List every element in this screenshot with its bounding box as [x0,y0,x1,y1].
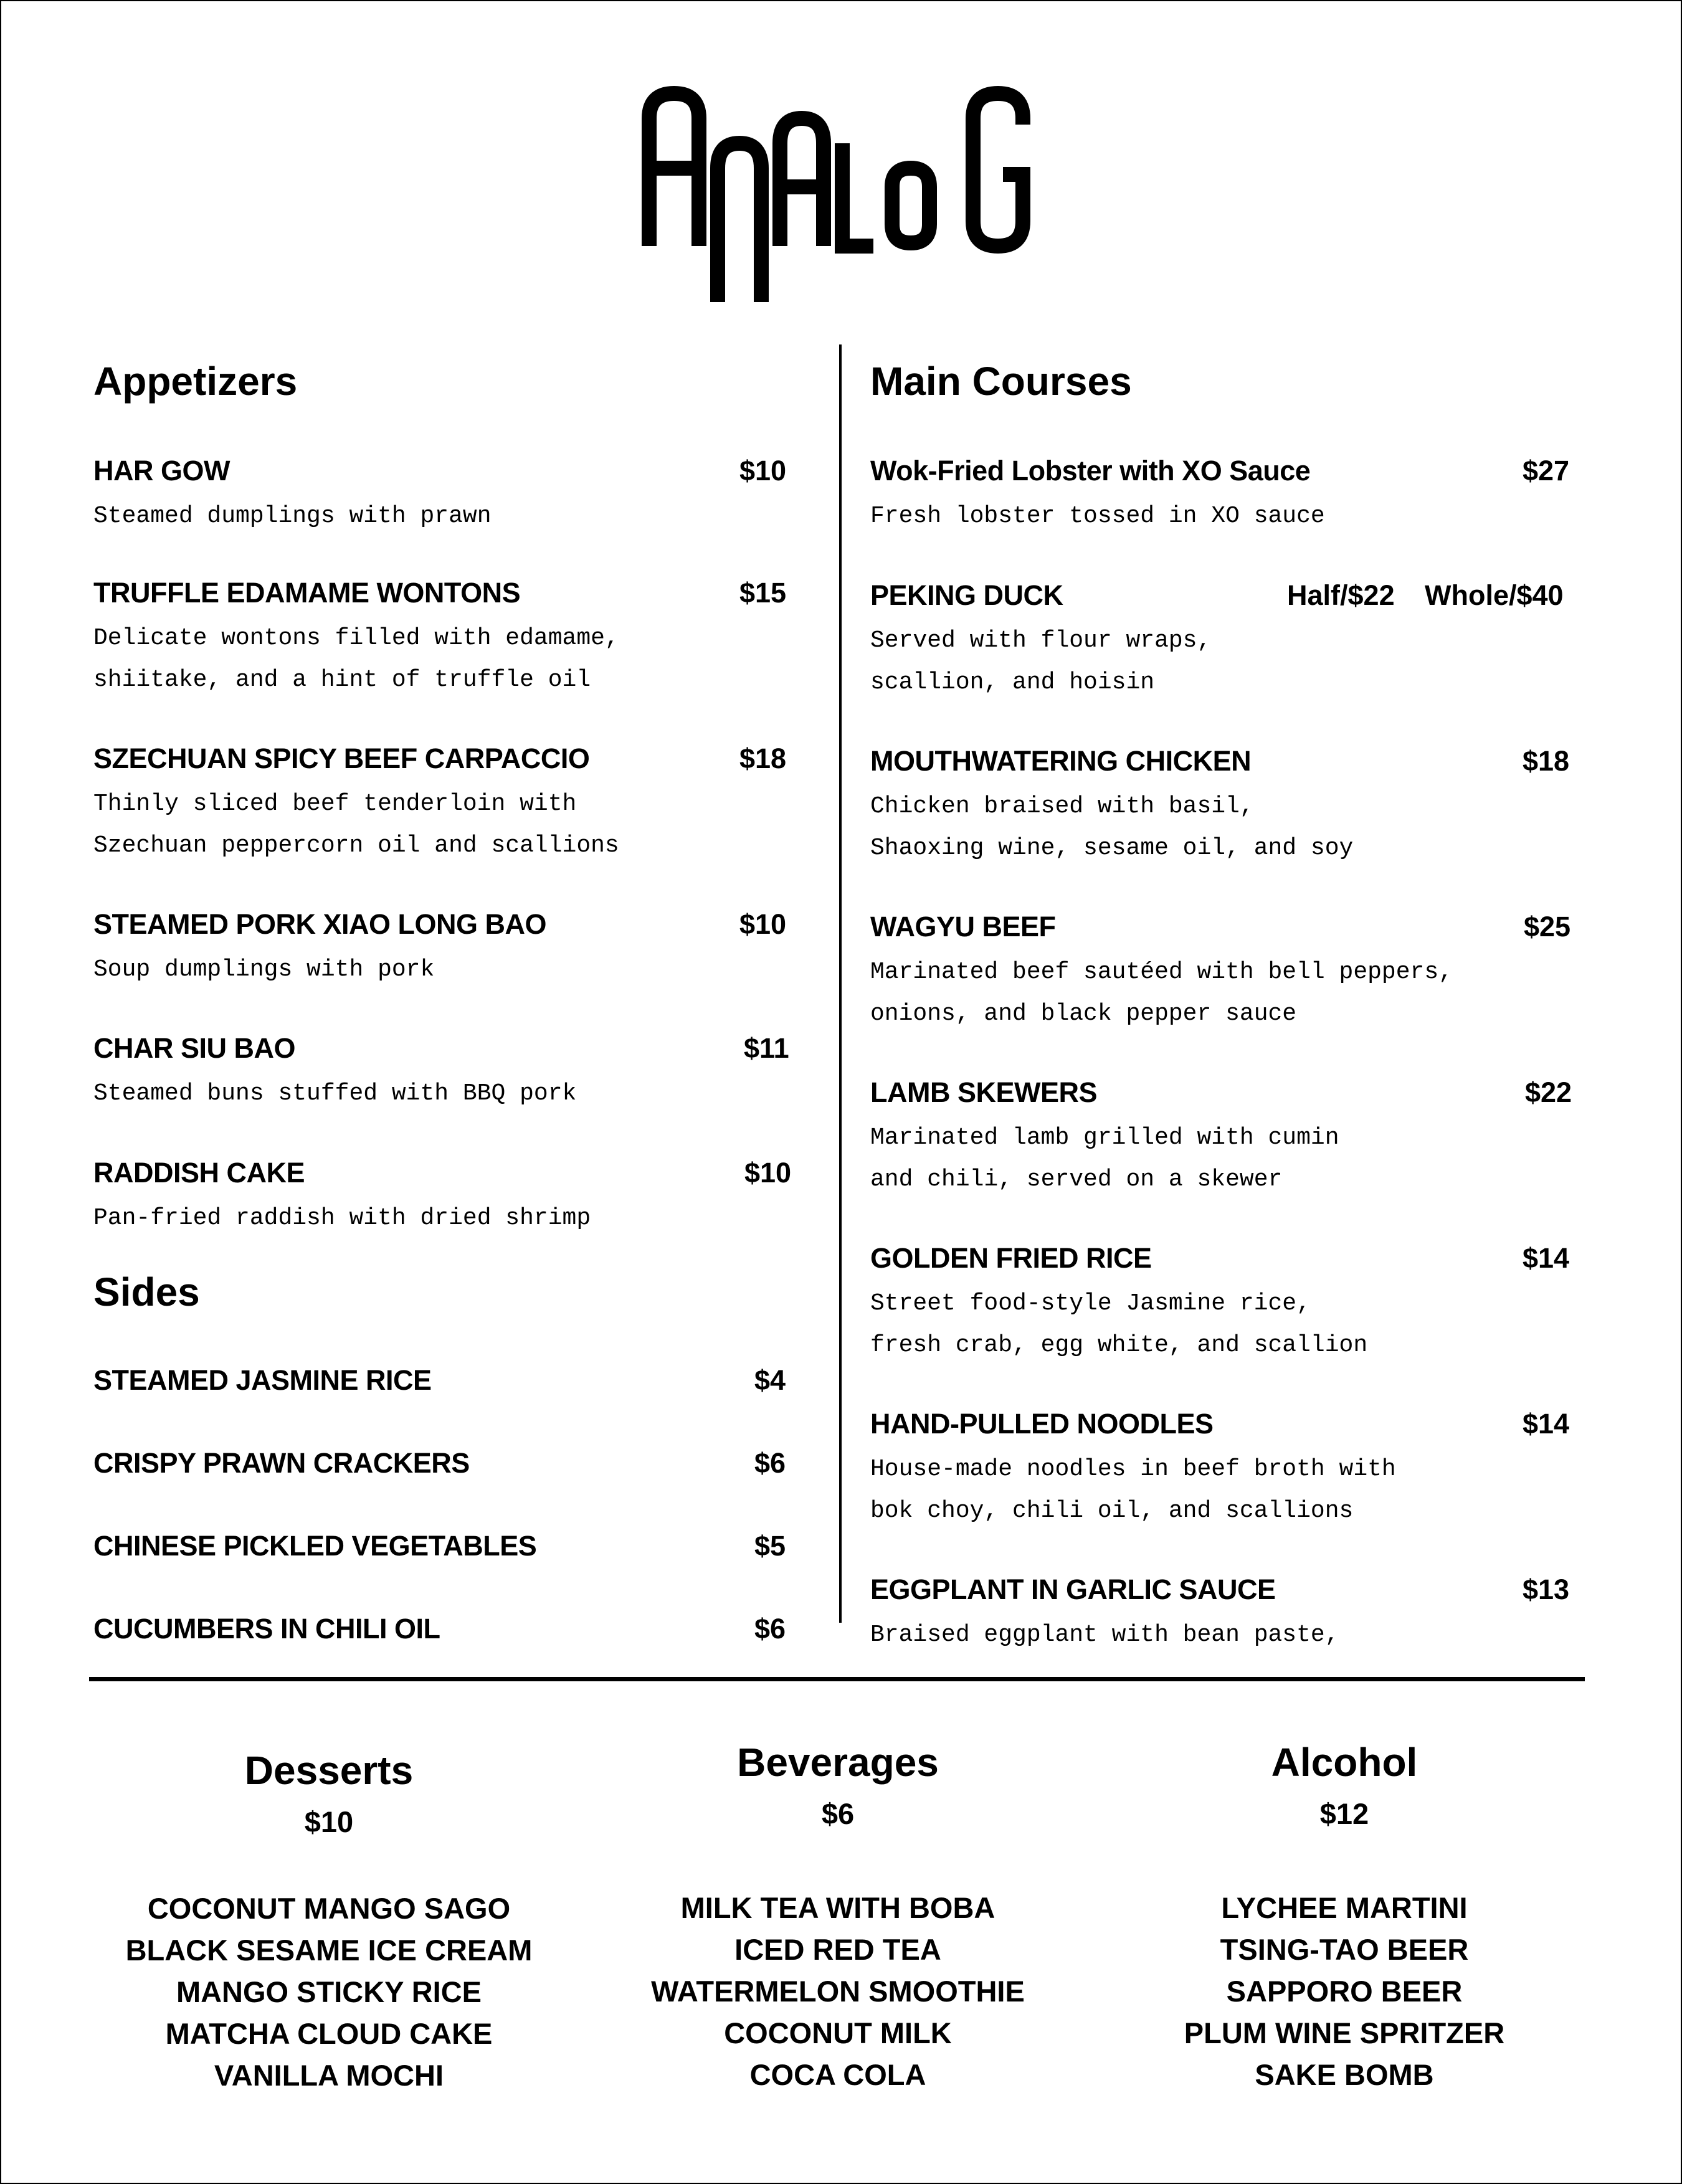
appetizer-price: $10 [744,1157,792,1189]
alcohol-title: Alcohol [1271,1740,1418,1785]
alcohol-list [1126,1887,1562,2096]
alcohol-item: SAKE BOMB [1255,2058,1434,2091]
column-divider [839,344,842,1623]
appetizers-title: Appetizers [93,359,298,404]
appetizer-price: $11 [744,1032,789,1064]
main-price-whole: Whole/$40 [1425,579,1564,611]
side-name: CUCUMBERS IN CHILI OIL [93,1613,440,1645]
desserts-title: Desserts [244,1748,414,1793]
dessert-item: BLACK SESAME ICE CREAM [125,1934,533,1967]
main-price: $25 [1524,911,1571,942]
main-name: PEKING DUCK [870,579,1063,611]
side-name: CHINESE PICKLED VEGETABLES [93,1530,537,1562]
alcohol-item: TSING-TAO BEER [1220,1933,1469,1966]
appetizer-price: $18 [739,743,787,774]
main-name: GOLDEN FRIED RICE [870,1242,1152,1274]
main-courses-title: Main Courses [870,359,1132,404]
beverage-item: COCONUT MILK [724,2016,952,2049]
main-desc: bok choy, chili oil, and scallions [870,1498,1354,1524]
main-name: EGGPLANT IN GARLIC SAUCE [870,1574,1276,1605]
appetizer-desc: shiitake, and a hint of truffle oil [93,667,591,693]
beverage-item: ICED RED TEA [734,1933,941,1966]
appetizer-name: STEAMED PORK XIAO LONG BAO [93,908,547,940]
main-desc: Braised eggplant with bean paste, [870,1621,1339,1648]
appetizer-name: TRUFFLE EDAMAME WONTONS [93,577,521,609]
beverage-item: WATERMELON SMOOTHIE [651,1975,1025,2008]
appetizer-desc: Thinly sliced beef tenderloin with [93,791,577,817]
main-price: $14 [1523,1408,1570,1440]
section-divider [89,1677,1585,1681]
main-desc: and chili, served on a skewer [870,1166,1283,1193]
side-name: CRISPY PRAWN CRACKERS [93,1447,470,1479]
main-price: $27 [1523,455,1570,487]
beverages-list [620,1887,1056,2096]
alcohol-item: LYCHEE MARTINI [1221,1891,1468,1924]
dessert-item: MATCHA CLOUD CAKE [165,2017,493,2050]
appetizer-name: CHAR SIU BAO [93,1032,296,1064]
main-desc: onions, and black pepper sauce [870,1000,1297,1027]
appetizer-name: SZECHUAN SPICY BEEF CARPACCIO [93,743,590,774]
side-name: STEAMED JASMINE RICE [93,1364,432,1396]
desserts-section [111,1747,547,2096]
main-name: HAND-PULLED NOODLES [870,1408,1214,1440]
appetizer-price: $10 [739,908,787,940]
alcohol-item: SAPPORO BEER [1226,1975,1463,2008]
main-name: Wok-Fried Lobster with XO Sauce [870,455,1311,487]
main-price-half: Half/$22 [1287,579,1395,611]
beverage-item: MILK TEA WITH BOBA [680,1891,995,1924]
appetizer-desc: Delicate wontons filled with edamame, [93,625,619,652]
appetizer-desc: Szechuan peppercorn oil and scallions [93,832,619,859]
main-price: $13 [1523,1574,1570,1605]
desserts-list [111,1887,547,2096]
side-price: $5 [754,1530,786,1562]
desserts-price: $10 [304,1805,354,1838]
appetizer-name: HAR GOW [93,455,230,487]
main-price: $14 [1523,1242,1570,1274]
sides-title: Sides [93,1270,200,1314]
main-desc: fresh crab, egg white, and scallion [870,1332,1368,1359]
appetizer-price: $15 [739,577,787,609]
main-desc: Shaoxing wine, sesame oil, and soy [870,835,1354,862]
main-desc: Street food-style Jasmine rice, [870,1290,1311,1317]
side-price: $6 [754,1447,786,1479]
main-desc: Served with flour wraps, [870,627,1212,654]
dessert-item: MANGO STICKY RICE [176,1975,482,2008]
appetizer-desc: Soup dumplings with pork [93,956,435,983]
main-price: $18 [1523,745,1570,777]
side-price: $6 [754,1613,786,1645]
dessert-item: COCONUT MANGO SAGO [147,1892,511,1925]
main-name: WAGYU BEEF [870,911,1056,942]
alcohol-price: $12 [1319,1797,1369,1830]
dessert-item: VANILLA MOCHI [214,2059,444,2092]
appetizer-desc: Steamed buns stuffed with BBQ pork [93,1080,577,1107]
main-desc: Chicken braised with basil, [870,793,1254,820]
main-desc: scallion, and hoisin [870,669,1155,696]
appetizer-desc: Steamed dumplings with prawn [93,503,492,529]
main-name: MOUTHWATERING CHICKEN [870,745,1252,777]
side-price: $4 [754,1364,786,1396]
appetizer-name: RADDISH CAKE [93,1157,305,1189]
beverages-section [620,1739,1056,2096]
main-desc: Marinated beef sautéed with bell peppers, [870,959,1453,985]
main-desc: Fresh lobster tossed in XO sauce [870,503,1325,529]
appetizer-desc: Pan-fried raddish with dried shrimp [93,1205,591,1232]
main-desc: House-made noodles in beef broth with [870,1456,1396,1483]
appetizer-price: $10 [739,455,787,487]
beverages-price: $6 [821,1797,855,1830]
alcohol-item: PLUM WINE SPRITZER [1184,2016,1505,2049]
beverages-title: Beverages [737,1740,939,1785]
analog-logo [642,81,1043,311]
alcohol-section [1126,1739,1562,2096]
main-name: LAMB SKEWERS [870,1076,1097,1108]
main-price: $22 [1525,1076,1572,1108]
main-desc: Marinated lamb grilled with cumin [870,1124,1339,1151]
beverage-item: COCA COLA [749,2058,926,2091]
